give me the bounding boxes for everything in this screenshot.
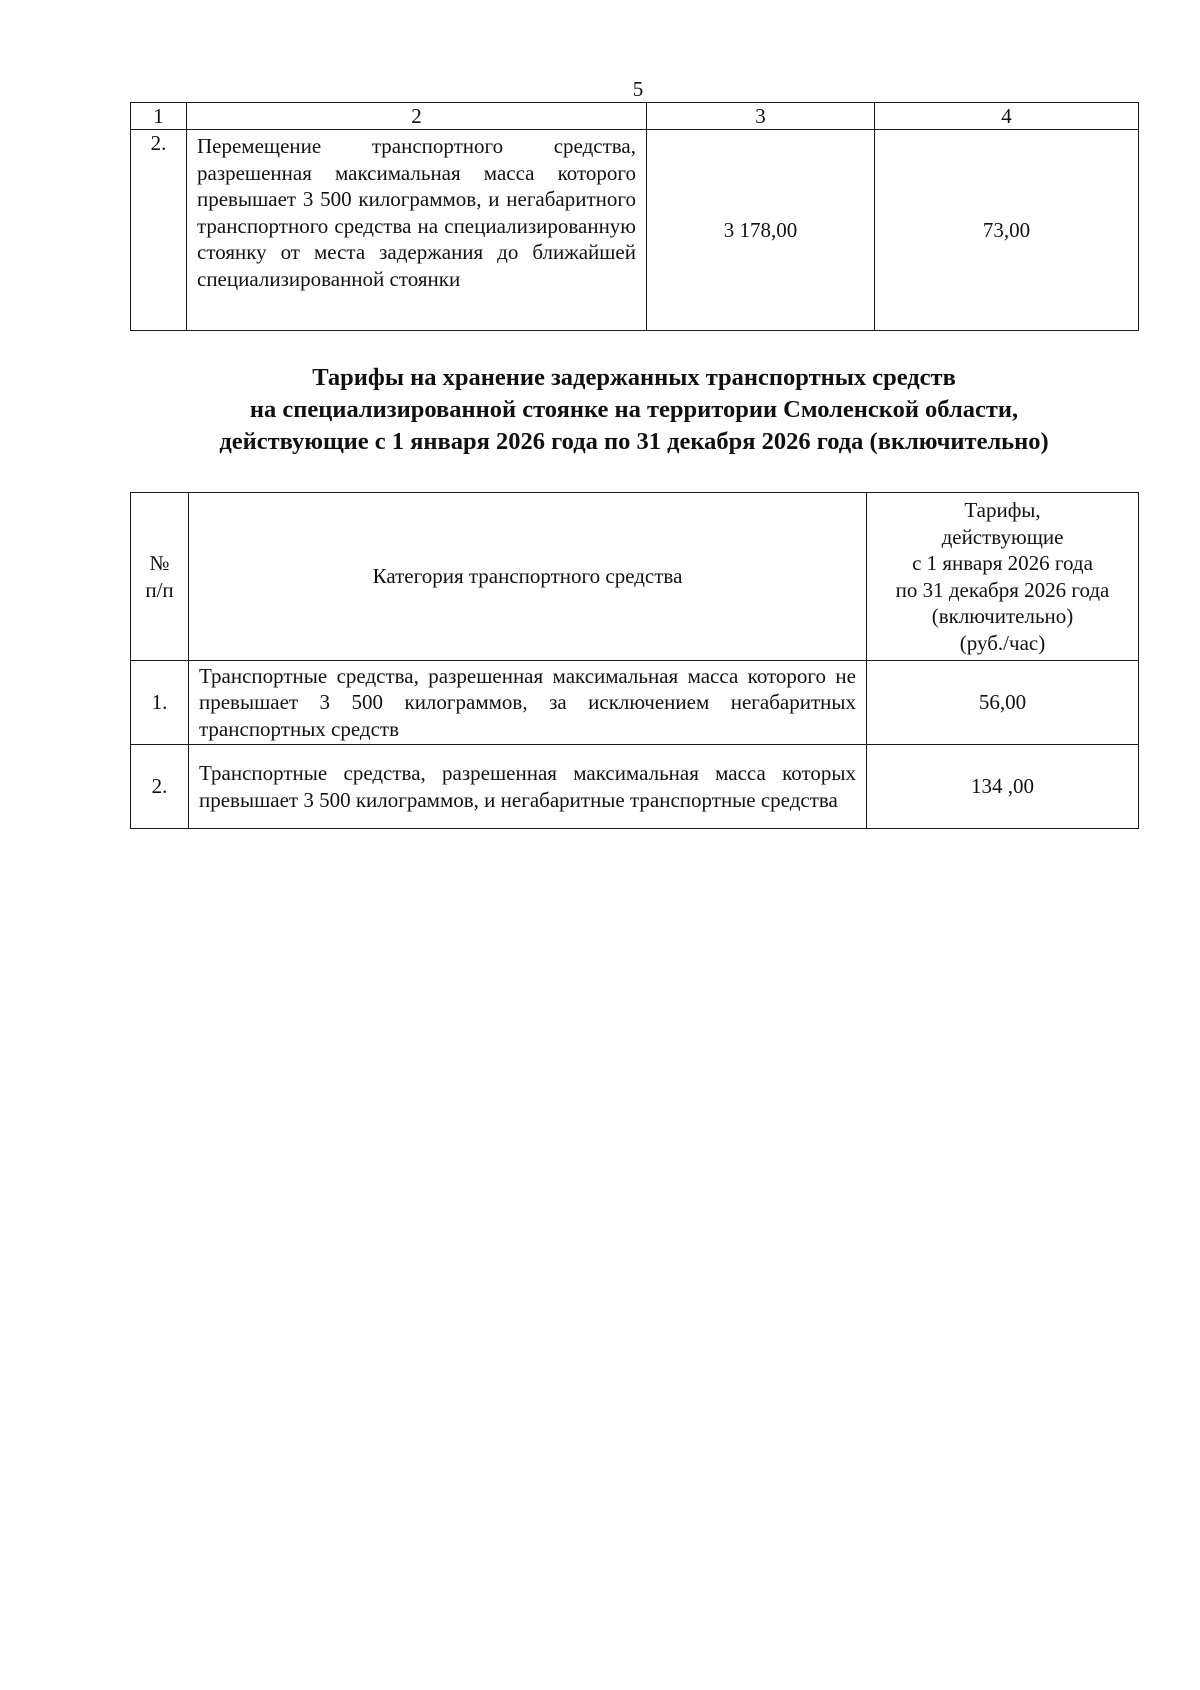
heading-line-1: Тарифы на хранение задержанных транспортных средств — [312, 364, 956, 391]
header-number-abbr: п/п — [145, 577, 174, 602]
row-value-col4: 73,00 — [875, 130, 1139, 331]
tariff-table-header — [131, 493, 1139, 661]
table-row — [131, 745, 1139, 829]
row-description: Транспортные средства, разрешенная максимальная масса которого не превышает 3 500 килограммов, за исключением негабаритных транспортных средств — [189, 661, 867, 745]
table-row — [131, 661, 1139, 745]
column-number-2: 2 — [187, 103, 647, 130]
row-number: 2. — [131, 130, 187, 331]
header-tariff — [867, 493, 1139, 661]
header-tariff-line-5: (включительно) — [931, 604, 1074, 628]
header-tariff-line-2: действующие — [941, 524, 1064, 549]
row-tariff-value: 134 ,00 — [867, 745, 1139, 829]
row-number: 2. — [131, 745, 189, 829]
header-tariff-line-1: Тарифы, — [964, 498, 1041, 522]
header-tariff-line-6: (руб./час) — [959, 630, 1046, 655]
heading-line-2: на специализированной стоянке на территории Смоленской области, — [249, 396, 1019, 423]
tariff-table — [130, 492, 1139, 829]
header-tariff-line-4: по 31 декабря 2026 года — [895, 577, 1110, 602]
row-number: 1. — [131, 661, 189, 745]
heading-line-3: действующие с 1 января 2026 года по 31 декабря 2026 года (включительно) — [219, 428, 1049, 455]
row-description: Перемещение транспортного средства, разрешенная максимальная масса которого превышает 3 500 килограммов, и негабаритного транспортного средства на специализированную стоянку от места задержания до ближайшей специализированной стоянки — [187, 130, 647, 331]
row-tariff-value: 56,00 — [867, 661, 1139, 745]
header-number-sign: № — [149, 551, 170, 575]
section-heading — [130, 362, 1138, 458]
header-number — [131, 493, 189, 661]
column-number-4: 4 — [875, 103, 1139, 130]
column-number-row — [131, 103, 1139, 130]
header-category: Категория транспортного средства — [189, 493, 867, 661]
column-number-1: 1 — [131, 103, 187, 130]
table-row — [131, 130, 1139, 331]
page-number: 5 — [632, 77, 644, 101]
continuation-table — [130, 102, 1139, 331]
row-description: Транспортные средства, разрешенная максимальная масса которых превышает 3 500 килограммов, и негабаритные транспортные средства — [189, 745, 867, 829]
row-value-col3: 3 178,00 — [647, 130, 875, 331]
header-tariff-line-3: с 1 января 2026 года — [912, 551, 1093, 575]
column-number-3: 3 — [647, 103, 875, 130]
